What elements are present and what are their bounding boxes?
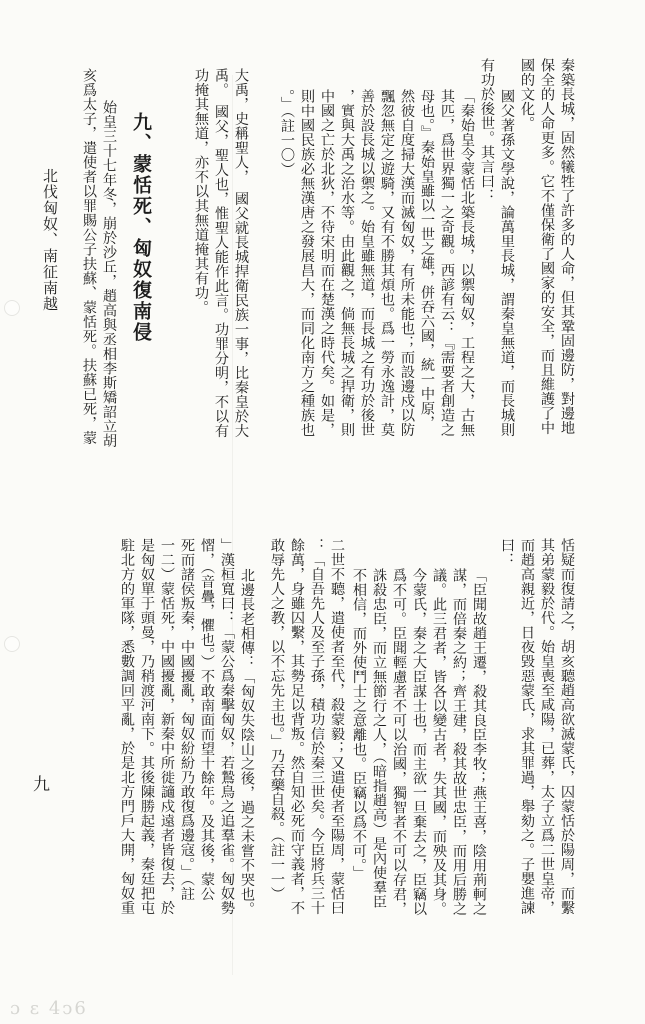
text-column: 二世不聽，遣使者至代，殺蒙毅；又遣使者至陽周，蒙恬曰 [329,538,345,915]
text-column: 「臣聞故趙王遷，殺其良臣李牧；燕王喜，陰用荊軻之 [471,568,487,916]
text-column: 功掩其無道，亦不以其無道掩其有功。 [193,68,209,315]
text-column: 其匹，爲世界獨一之奇觀。西諺有云：『需要者創造之 [439,89,455,437]
text-column: 國父著孫文學說，論萬里長城，謂秦皇無道，而長城則 [499,89,515,437]
text-column: 今蒙氏，秦之大臣謀士也，而主欲一旦棄去之，臣竊以 [411,568,427,916]
text-column: 其弟蒙毅於代。始皇喪至咸陽，已葬，太子立爲二世皇帝， [539,538,555,915]
text-column: 餘萬，身雖囚繫，其勢足以背叛。然自知必死而守義者，不 [289,538,305,915]
text-column: 北邊長老相傳：「匈奴失陰山之後，過之未嘗不哭也。 [239,568,255,916]
text-column: 「秦始皇令蒙恬北築長城，以禦匈奴，工程之大，古無 [459,89,475,437]
text-column: 善於設長城以禦之。始皇雖無道，而長城之有功於後世 [359,89,375,437]
running-header: 北伐匈奴、南征南越 [41,168,59,312]
text-column: 爲不可。臣聞輕慮者不可以治國，獨智者不可以存君， [391,568,407,916]
text-column: 議。此三君者，皆各以變古者，失其國，而殃及其身。 [431,568,447,916]
binding-hole [4,300,20,316]
text-column: 慴，（音疊，懼也。）不敢南面而望十餘年。及其後，蒙公 [199,538,215,901]
text-column: 一二）蒙恬死，中國擾亂，新秦中所徙讁戍遠者皆復去，於 [159,538,175,915]
text-column: 禹。 國父，聖人也，惟聖人能作此言。功罪分明，不以有 [213,68,229,438]
text-column: 而趙高親近，日夜毀惡蒙氏，求其罪過，舉劾之。子嬰進諫 [519,538,535,915]
text-column: 亥爲太子，遣使者以罪賜公子扶蘇、蒙恬死。扶蘇已死，蒙 [81,68,97,445]
text-column: 秦築長城，固然犧牲了許多的人命，但其鞏固邊防，對邊地 [559,58,575,435]
text-column: 母也。』秦始皇雖以一世之雄，併吞六國，統一中原， [419,89,435,430]
binding-hole [4,636,20,652]
text-column: 中國之亡於北狄，不待宋明而在楚漢之時代矣。如是， [319,89,335,437]
text-column: 謀，而倍秦之約；齊王建，殺其故世忠臣，而用后勝之 [451,568,467,916]
text-column: 是匈奴單于頭曼，乃稍渡河南下。其後陳勝起義，秦廷把屯 [139,538,155,915]
text-column: 有功於後世。其言曰： [479,58,495,203]
text-column: 國的文化。 [519,58,535,131]
text-column: 大禹，史稱聖人， 國父就長城捍衛民族一事，比秦皇於大 [233,68,249,438]
text-column: 恬疑而復請之，胡亥聽趙高欲滅蒙氏，囚蒙恬於陽周，而繫 [559,538,575,915]
text-column: 」漢桓寬曰：「蒙公爲秦擊匈奴，若鷙鳥之追羣雀。匈奴勢 [219,538,235,915]
text-column: 誅殺忠臣，而立無節行之人，（暗指趙高）是內使羣臣 [371,568,387,909]
text-column: 死而諸侯叛秦，中國擾亂，匈奴紛紛乃敢復爲邊寇。」（註 [179,538,195,901]
text-column: 曰： [499,538,515,567]
text-column: 則中國民族必無漢唐之發展昌大，而同化南方之種族也 [299,89,315,437]
text-column: 不相信，而外使鬥士之意離也。臣竊以爲不可。」 [351,568,367,880]
text-column: 然彼自度掃大漢而滅匈奴，有所未能也；而設邊戍以防 [399,89,415,437]
page-number: 九 [33,775,50,795]
text-column: ，實與大禹之治水等。由此觀之，倘無長城之捍衛，則 [339,89,355,437]
stray-handwriting: ɔ ɛ 4ↄ6 [10,998,88,1019]
text-column: 。」（註一〇） [279,89,295,177]
text-column: ：「自吾先人及至子孫，積功信於秦三世矣。今臣將兵三十 [309,538,325,915]
text-column: 始皇三十七年冬，崩於沙丘，趙高與丞相李斯矯詔立胡 [101,100,117,448]
text-column: 敢辱先人之教，以不忘先主也。」乃吞藥自殺。（註一一） [269,538,285,901]
text-column: 駐北方的軍隊，悉數調回平亂，於是北方門戶大開，匈奴重 [119,538,135,915]
text-column: 保全的人命更多。它不僅保衛了國家的安全，而且維護了中 [539,58,555,435]
text-column: 飄忽無定之遊騎，又有不勝其煩也。爲一勞永逸計，莫 [379,89,395,437]
section-heading: 九、蒙恬死、匈奴復南侵 [130,112,152,343]
